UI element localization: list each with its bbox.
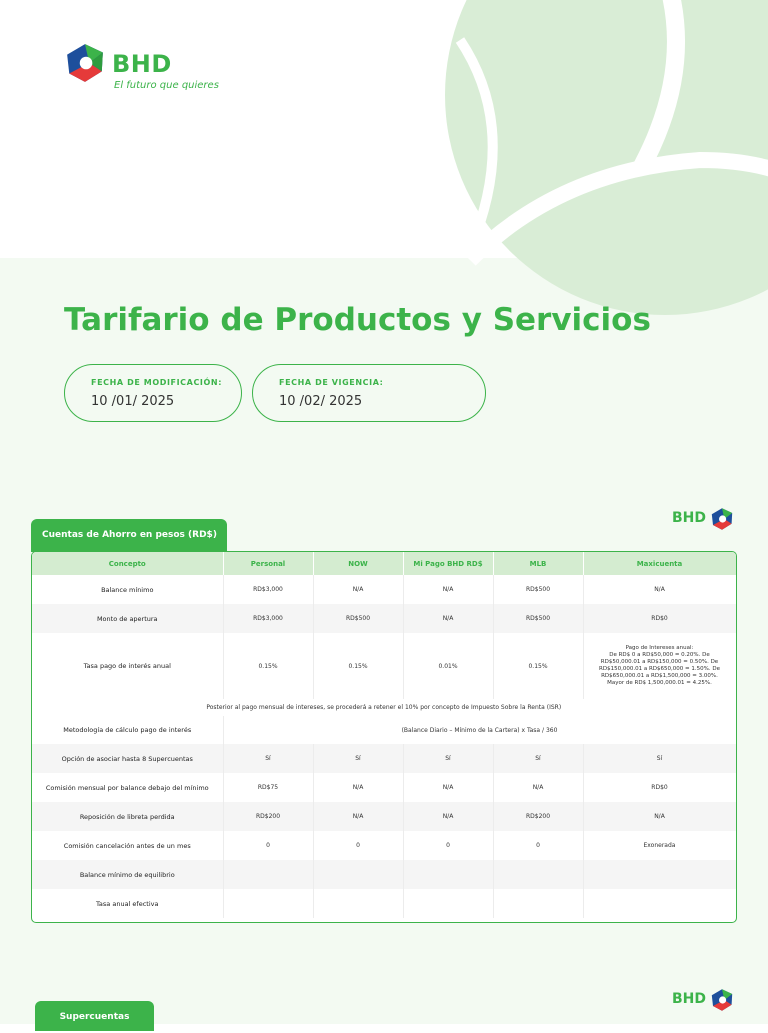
- concept-cell: Opción de asociar hasta 8 Supercuentas: [32, 744, 223, 773]
- value-cell: Sí: [493, 744, 583, 773]
- value-cell: 0.15%: [223, 633, 313, 699]
- validity-date-value: 10 /02/ 2025: [279, 394, 363, 409]
- value-cell: [223, 889, 313, 918]
- table-row: [32, 889, 736, 918]
- concept-cell: Tasa pago de interés anual: [32, 633, 223, 699]
- table-row: [32, 773, 736, 802]
- value-cell: 0: [313, 831, 403, 860]
- table-row: [32, 744, 736, 773]
- maxicuenta-interest-cell: [583, 633, 736, 699]
- interest-tier-line: RD$50,000.01 a RD$150,000 = 0.50%. De: [600, 659, 719, 665]
- interest-tier-line: RD$150,000.01 a RD$650,000 = 1.50%. De: [599, 666, 720, 672]
- isr-note-row: [32, 699, 736, 716]
- value-cell: N/A: [313, 575, 403, 604]
- value-cell: N/A: [583, 575, 736, 604]
- table-row: [32, 831, 736, 860]
- supercuentas-tab[interactable]: Supercuentas: [35, 1001, 154, 1031]
- value-cell: 0: [223, 831, 313, 860]
- section-logo: [672, 507, 736, 533]
- interest-tier-line: Mayor de RD$ 1,500,000.01 = 4.25%.: [607, 680, 712, 686]
- value-cell: [493, 860, 583, 889]
- column-header: NOW: [313, 552, 403, 575]
- value-cell: 0: [493, 831, 583, 860]
- value-cell: [583, 860, 736, 889]
- value-cell: [493, 889, 583, 918]
- column-header: Mi Pago BHD RD$: [403, 552, 493, 575]
- value-cell: Sí: [583, 744, 736, 773]
- value-cell: [223, 860, 313, 889]
- value-cell: N/A: [313, 802, 403, 831]
- column-header: Concepto: [32, 552, 223, 575]
- interest-tier-line: De RD$ 0 a RD$50,000 = 0.20%. De: [609, 652, 710, 658]
- table-header-row: [32, 552, 736, 575]
- value-cell: [403, 889, 493, 918]
- value-cell: [403, 860, 493, 889]
- brand-tagline: El futuro que quieres: [114, 80, 219, 91]
- value-cell: RD$200: [493, 802, 583, 831]
- modification-date-box: [64, 364, 242, 422]
- value-cell: [313, 860, 403, 889]
- savings-accounts-tab[interactable]: Cuentas de Ahorro en pesos (RD$): [31, 519, 227, 552]
- column-header: Maxicuenta: [583, 552, 736, 575]
- value-cell: 0.15%: [493, 633, 583, 699]
- section-logo-text: BHD: [672, 991, 707, 1007]
- table-row: [32, 604, 736, 633]
- value-cell: RD$75: [223, 773, 313, 802]
- value-cell: RD$500: [493, 575, 583, 604]
- value-cell: RD$0: [583, 604, 736, 633]
- value-cell: RD$200: [223, 802, 313, 831]
- table-row: [32, 575, 736, 604]
- table-row: [32, 802, 736, 831]
- concept-cell: Comisión mensual por balance debajo del mínimo: [32, 773, 223, 802]
- concept-cell: Tasa anual efectiva: [32, 889, 223, 918]
- value-cell: [313, 889, 403, 918]
- brand-name: BHD: [112, 50, 172, 78]
- value-cell: RD$3,000: [223, 575, 313, 604]
- page-title: Tarifario de Productos y Servicios: [64, 302, 651, 338]
- value-cell: Sí: [223, 744, 313, 773]
- value-cell: N/A: [403, 575, 493, 604]
- concept-cell: Comisión cancelación antes de un mes: [32, 831, 223, 860]
- value-cell: N/A: [313, 773, 403, 802]
- concept-cell: Metodología de cálculo pago de interés: [32, 716, 223, 744]
- section-logo-text: BHD: [672, 510, 707, 526]
- modification-date-value: 10 /01/ 2025: [91, 394, 175, 409]
- value-cell: [583, 889, 736, 918]
- bhd-logo: [64, 42, 244, 102]
- bhd-logo-icon: [710, 507, 734, 531]
- value-cell: RD$500: [493, 604, 583, 633]
- column-header: Personal: [223, 552, 313, 575]
- table-row: [32, 860, 736, 889]
- value-cell: N/A: [403, 773, 493, 802]
- value-cell: 0.01%: [403, 633, 493, 699]
- merged-value-cell: (Balance Diario – Mínimo de la Cartera) x Tasa / 360: [223, 716, 736, 744]
- concept-cell: Balance mínimo de equilibrio: [32, 860, 223, 889]
- concept-cell: Reposición de libreta perdida: [32, 802, 223, 831]
- value-cell: RD$3,000: [223, 604, 313, 633]
- value-cell: 0.15%: [313, 633, 403, 699]
- modification-date-label: FECHA DE MODIFICACIÓN:: [91, 378, 222, 387]
- value-cell: N/A: [583, 802, 736, 831]
- interest-tier-line: RD$650,000.01 a RD$1,500,000 = 3.00%.: [601, 673, 718, 679]
- value-cell: RD$0: [583, 773, 736, 802]
- validity-date-box: [252, 364, 486, 422]
- value-cell: Sí: [403, 744, 493, 773]
- isr-note: Posterior al pago mensual de intereses, se procederá a retener el 10% por concepto de Impuesto Sobre la Renta (ISR): [32, 699, 736, 716]
- bhd-logo-icon: [710, 988, 734, 1012]
- value-cell: Sí: [313, 744, 403, 773]
- value-cell: Exonerada: [583, 831, 736, 860]
- value-cell: 0: [403, 831, 493, 860]
- concept-cell: Monto de apertura: [32, 604, 223, 633]
- validity-date-label: FECHA DE VIGENCIA:: [279, 378, 384, 387]
- table-row: [32, 716, 736, 744]
- interest-tier-line: Pago de Intereses anual:: [625, 645, 694, 651]
- value-cell: N/A: [403, 802, 493, 831]
- value-cell: RD$500: [313, 604, 403, 633]
- concept-cell: Balance mínimo: [32, 575, 223, 604]
- column-header: MLB: [493, 552, 583, 575]
- savings-rates-table: [31, 551, 737, 923]
- value-cell: N/A: [403, 604, 493, 633]
- bhd-logo-icon: [64, 42, 106, 84]
- section-logo: [672, 988, 736, 1014]
- table-row: [32, 633, 736, 699]
- value-cell: N/A: [493, 773, 583, 802]
